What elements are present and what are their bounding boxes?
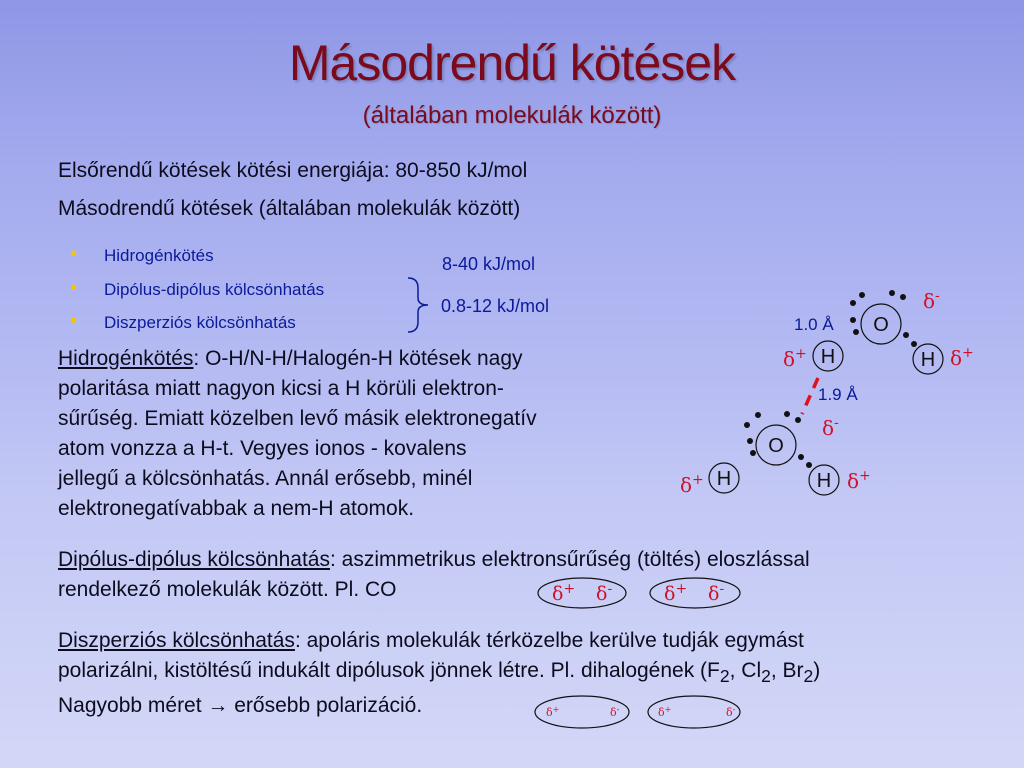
bullet-dispersion bbox=[70, 310, 296, 333]
page-title: Másodrendű kötések bbox=[288, 35, 736, 91]
hydrogen-symbol: H bbox=[716, 468, 732, 490]
partial-positive-label: δ+ bbox=[546, 705, 560, 719]
hydrogen-bond-length: 1.9 Å bbox=[818, 385, 858, 404]
partial-negative-label: δ- bbox=[610, 705, 620, 719]
partial-positive-label: δ+ bbox=[847, 468, 871, 493]
partial-positive-label: δ+ bbox=[552, 581, 576, 605]
oh-bond-length: 1.0 Å bbox=[794, 315, 834, 334]
partial-negative-label: δ- bbox=[822, 415, 839, 440]
partial-positive-label: δ+ bbox=[664, 581, 688, 605]
bullet-label: Diszperziós kölcsönhatás bbox=[104, 313, 296, 332]
dispersion-paragraph: Diszperziós kölcsönhatás: apoláris molekulák térközelbe kerülve tudják egymást polarizálni, kistöltésű indukált dipólusok jönnek létre. Pl. dihalogének ($F_2$, $Cl_2$, $Br_2$) Nagyobb méret → erősebb polarizáció. bbox=[58, 629, 821, 718]
bullet-dot-icon: • bbox=[70, 310, 78, 332]
hydrogen-symbol: H bbox=[820, 346, 836, 368]
bullet-dipole bbox=[70, 277, 325, 300]
oxygen-symbol: O bbox=[768, 435, 784, 457]
dipole-paragraph: Dipólus-dipólus kölcsönhatás: aszimmetrikus elektronsűrűség (töltés) eloszlással rendelkező molekulák között. Pl. CO bbox=[58, 548, 810, 601]
dihalogen-dipole-diagram bbox=[530, 690, 750, 734]
bullet-dot-icon: • bbox=[70, 277, 78, 299]
co-dipole-diagram bbox=[536, 574, 766, 612]
dipole-term: Dipólus-dipólus kölcsönhatás bbox=[58, 548, 330, 571]
hydrogen-symbol: H bbox=[920, 349, 936, 371]
partial-negative-label: δ- bbox=[596, 581, 613, 605]
water-hydrogen-bond-diagram bbox=[670, 282, 990, 502]
bullet-label: Dipólus-dipólus kölcsönhatás bbox=[104, 280, 325, 299]
partial-negative-label: δ- bbox=[923, 288, 940, 313]
intro-line-1: Elsőrendű kötések kötési energiája: 80-850 kJ/mol bbox=[58, 159, 528, 182]
bullet-hydrogen-bond bbox=[70, 243, 214, 266]
hydrogen-bond-paragraph: Hidrogénkötés: O-H/N-H/Halogén-H kötések nagy polaritása miatt nagyon kicsi a H körüli elektron- sűrűség. Emiatt közelben levő másik elektronegatív atom vonzza a H-t. Vegyes ionos - kovalens jellegű a kölcsönhatás. Annál erősebb, minél elektronegatívabbak a nem-H atomok. bbox=[58, 347, 537, 520]
partial-negative-label: δ- bbox=[708, 581, 725, 605]
hydrogen-bond-dash bbox=[802, 378, 818, 414]
bullet-dot-icon: • bbox=[70, 243, 78, 265]
oxygen-symbol: O bbox=[873, 314, 889, 336]
partial-negative-label: δ- bbox=[726, 705, 736, 719]
partial-positive-label: δ+ bbox=[658, 705, 672, 719]
hydrogen-symbol: H bbox=[816, 470, 832, 492]
energy-hydrogen-bond: 8-40 kJ/mol bbox=[442, 254, 536, 274]
partial-positive-label: δ+ bbox=[680, 472, 704, 497]
bullet-label: Hidrogénkötés bbox=[104, 246, 214, 265]
dispersion-term: Diszperziós kölcsönhatás bbox=[58, 629, 295, 652]
partial-positive-label: δ+ bbox=[950, 345, 974, 370]
curly-brace-icon bbox=[404, 276, 432, 334]
intro-line-2: Másodrendű kötések (általában molekulák között) bbox=[58, 197, 521, 220]
partial-positive-label: δ+ bbox=[783, 346, 807, 371]
energy-secondary: 0.8-12 kJ/mol bbox=[441, 296, 550, 316]
hydrogen-bond-term: Hidrogénkötés bbox=[58, 347, 194, 370]
page-subtitle: (általában molekulák között) bbox=[362, 102, 662, 129]
